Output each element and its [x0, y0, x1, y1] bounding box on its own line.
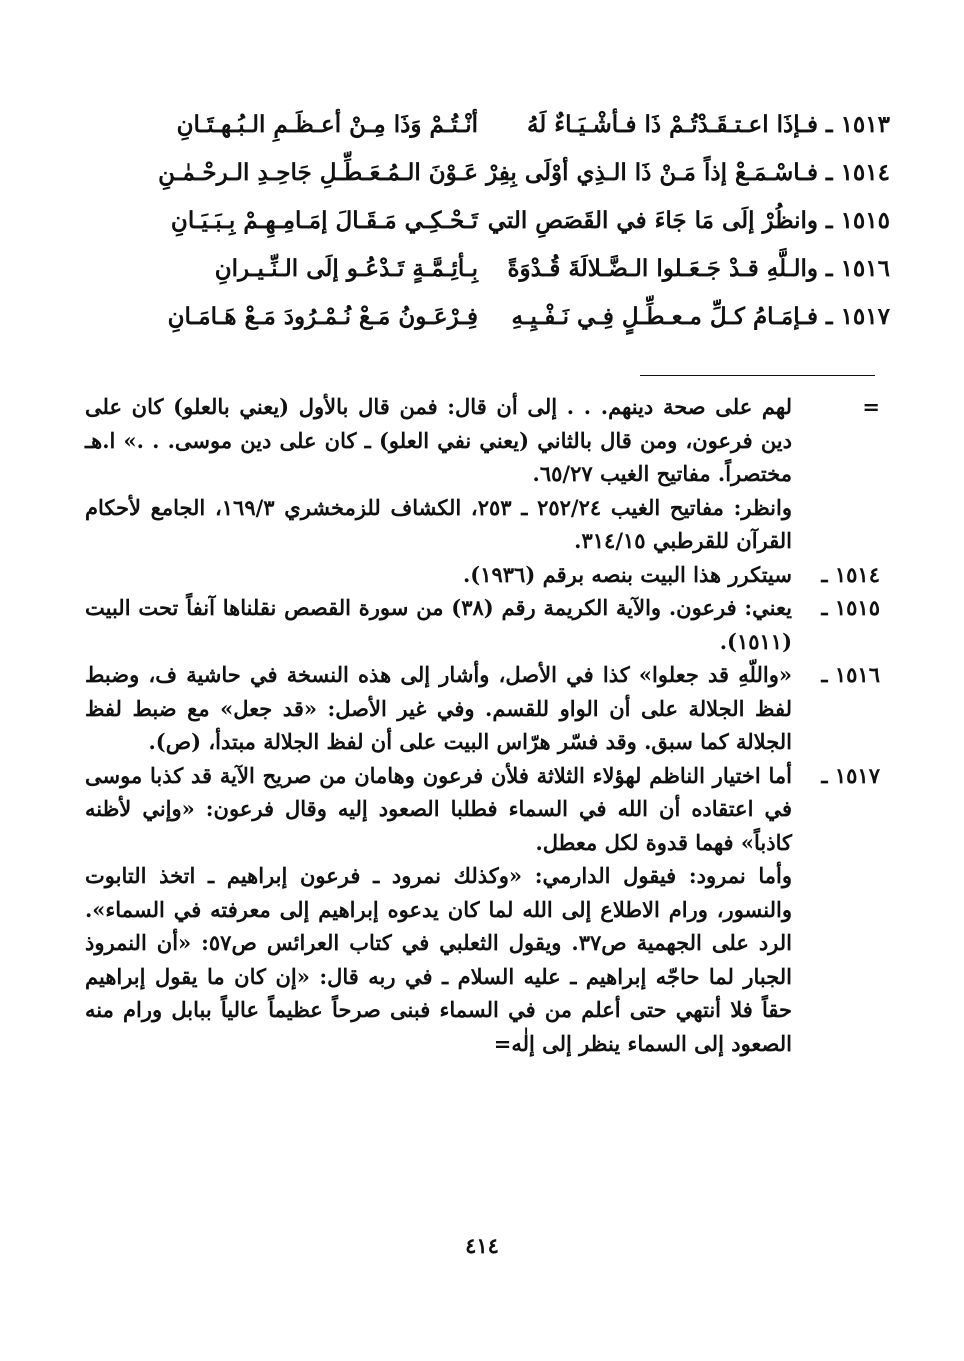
footnote-marker: ١٥١٧ ـ: [821, 762, 880, 788]
verse-row: [70, 292, 890, 340]
footnote-paragraph: وأما نمرود: فيقول الدارمي: «وكذلك نمرود ـ فرعون إبراهيم ـ اتخذ التابوت والنسور، ورام الاطلاع إلى الله لما كان يدعوه إبراهيم إلى معرفته في السماء». الرد على الجهمية ص٣٧. ويقول الثعلبي في كتاب العرائس ص٥٧: «أن النمروذ الجبار لما حاجّه إبراهيم ـ عليه السلام ـ في ربه قال: «إن كان ما يقول إبراهيم حقاً فلا أنتهي حتى أعلم من في السماء فبنى صرحاً عظيماً عالياً ببابل ورام منه الصعود إلى السماء ينظر إلى إلٰه=: [85, 863, 793, 1056]
verse-number: ١٥١٤ ـ: [825, 158, 890, 186]
verse-second-hemistich: تَـحْـكِـي مَـقَـالَ إمَـامِـهِـمْ بِـبَـيَـانِ: [170, 206, 478, 234]
verse-second-hemistich: فِـرْعَـونُ مَـعْ نُـمْـرُودَ مَـعْ هَـامَـانِ: [167, 302, 478, 330]
verse-first-hemistich: والـلَّهِ قـدْ جَـعَـلوا الـضَّـلالَةَ قُـدْوَةً: [507, 254, 818, 282]
footnote-body: [85, 558, 792, 592]
footnote-marker: ١٥١٤ ـ: [821, 561, 880, 587]
footnote-marker: ١٥١٦ ـ: [821, 662, 880, 687]
verse-number: ١٥١٥ ـ: [825, 206, 890, 234]
footnote-separator: [640, 375, 875, 376]
verse-number: ١٥١٦ ـ: [825, 254, 890, 282]
footnote-paragraph: أما اختيار الناظم لهؤلاء الثلاثة فلأن فرعون وهامان من صريح الآية قد كذبا موسى في اعتقاده أن الله في السماء فطلبا الصعود إليه وقال فرعون: «وإني لأظنه كاذباً» فهما قدوة لكل معطل.: [85, 762, 792, 855]
verse-second-hemistich: بِـأئِـمَّـةٍ تَـدْعُـو إلَى الـنِّـيـرانِ: [214, 254, 478, 282]
verse-second-hemistich: عَـوْنَ الـمُـعَـطِّـلِ جَاحِـدِ الـرحْـمٰـنِ: [158, 158, 478, 186]
verse-first-hemistich: فـاسْـمَـعْ إذاً مَـنْ ذَا الـذِي أوْلَى بِفِرْ: [486, 158, 818, 186]
verses-block: [70, 100, 890, 340]
verse-row: [70, 244, 890, 292]
footnote-paragraph: يعني: فرعون. والآية الكريمة رقم (٣٨) من سورة القصص نقلناها آنفاً تحت البيت (١٥١١).: [85, 595, 792, 654]
verse-row: [70, 148, 890, 196]
footnote-paragraph: «واللّهِ قد جعلوا» كذا في الأصل، وأشار إلى هذه النسخة في حاشية ف، وضبط لفظ الجلالة على أن الواو للقسم. وفي غير الأصل: «قد جعل» مع ضبط لفظ الجلالة كما سبق. وقد فسّر هرّاس البيت على أن لفظ الجلالة مبتدأ، (ص).: [85, 662, 792, 754]
footnote: [85, 658, 880, 759]
footnote-marker: ١٥١٥ ـ: [821, 595, 880, 620]
footnote: [85, 759, 880, 1061]
footnotes: [85, 390, 880, 1060]
footnote: [85, 558, 880, 592]
footnote-body: [85, 658, 792, 759]
footnote-marker: =: [862, 394, 880, 419]
verse-first-hemistich: فـإذَا اعـتـقَـدْتُـمْ ذَا فـأشْـيَـاءٌ لَهُ: [526, 110, 818, 138]
verse-number: ١٥١٧ ـ: [825, 302, 890, 330]
footnote-paragraph: سيتكرر هذا البيت بنصه برقم (١٩٣٦).: [462, 561, 792, 587]
footnote-body: [85, 759, 792, 1061]
verse-row: [70, 196, 890, 244]
verse-first-hemistich: فـإمَـامُ كـلِّ مـعـطِّـلٍ فِـي نَـفْـيِـهِ: [511, 302, 818, 330]
footnote: [85, 390, 880, 558]
verse-first-hemistich: وانظُرْ إلَى مَا جَاءَ في القَصَصِ التي: [487, 206, 818, 234]
verse-second-hemistich: أنْـتُـمْ وَذَا مِـنْ أعـظَـمِ الـبُـهـتَـانِ: [176, 110, 478, 138]
footnote-paragraph: وانظر: مفاتيح الغيب ٢٥٢/٢٤ ـ ٢٥٣، الكشاف للزمخشري ١٦٩/٣، الجامع لأحكام القرآن للقرطبي ٣١٤/١٥.: [85, 494, 792, 553]
footnote-paragraph: لهم على صحة دينهم. . . إلى أن قال: فمن قال بالأول (يعني بالعلو) كان على دين فرعون، ومن قال بالثاني (يعني نفي العلو) ـ كان على دين موسى. . .» ا.هـ مختصراً. مفاتيح الغيب ٦٥/٢٧.: [85, 394, 792, 486]
footnote-body: [85, 591, 792, 658]
verse-row: [70, 100, 890, 148]
footnote: [85, 591, 880, 658]
page-number: ٤١٤: [465, 1233, 499, 1258]
verse-number: ١٥١٣ ـ: [825, 110, 890, 138]
footnote-body: [85, 390, 792, 558]
